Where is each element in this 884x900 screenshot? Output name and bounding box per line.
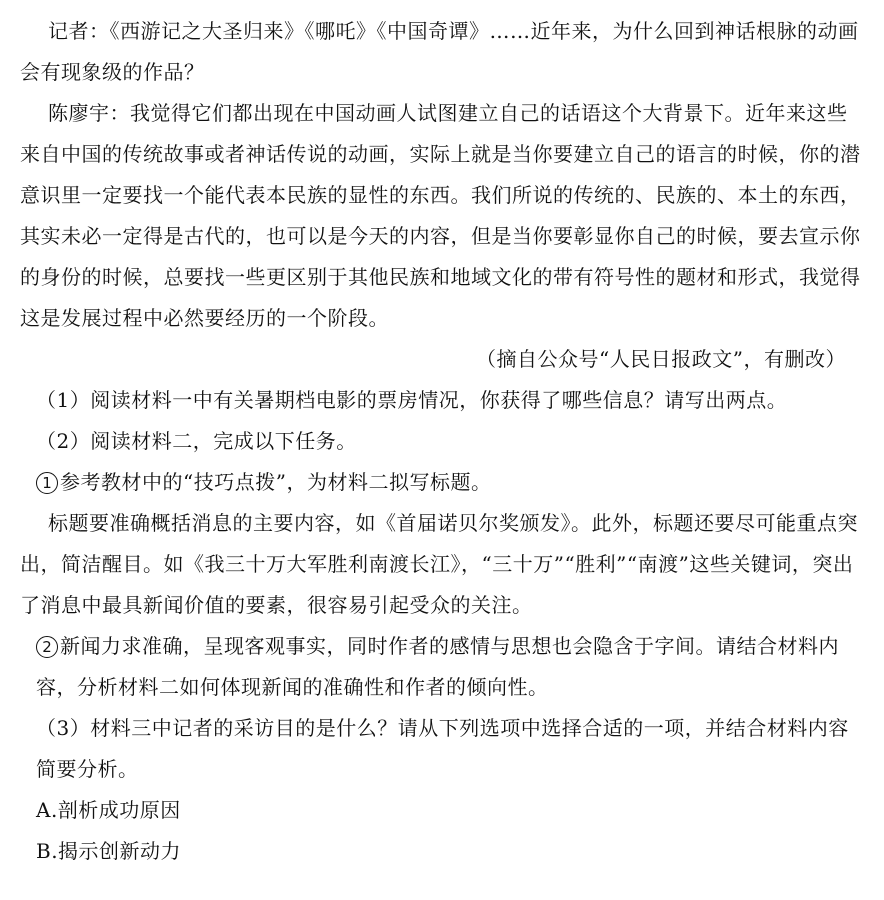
question-3: （3）材料三中记者的采访目的是什么？请从下列选项中选择合适的一项，并结合材料内容简要分析。: [36, 716, 849, 781]
question-2: （2）阅读材料二，完成以下任务。: [36, 429, 357, 453]
title-writing-tip: 标题要准确概括消息的主要内容，如《首届诺贝尔奖颁发》。此外，标题还要尽可能重点突出，简洁醒目。如《我三十万大军胜利南渡长江》，“三十万”“胜利”“南渡”这些关键词，突出了消息中最具新闻价值的要素，很容易引起受众的关注。: [20, 511, 858, 617]
question-2-task-2: [0, 626, 884, 708]
interview-answer: 陈廖宇：我觉得它们都出现在中国动画人试图建立自己的话语这个大背景下。近年来这些来自中国的传统故事或者神话传说的动画，实际上就是当你要建立自己的语言的时候，你的潜意识里一定要找一个能代表本民族的显性的东西。我们所说的传统的、民族的、本土的东西，其实未必一定得是古代的，也可以是今天的内容，但是当你要彰显你自己的时候，要去宣示你的身份的时候，总要找一些更区别于其他民族和地域文化的带有符号性的题材和形式，我觉得这是发展过程中必然要经历的一个阶段。: [20, 101, 861, 330]
source-citation: （摘自公众号“人民日报政文”，有删改）: [476, 347, 846, 371]
question-1: （1）阅读材料一中有关暑期档电影的票房情况，你获得了哪些信息？请写出两点。: [36, 388, 788, 412]
interview-question: 记者：《西游记之大圣归来》《哪吒》《中国奇谭》……近年来，为什么回到神话根脉的动画会有现象级的作品？: [20, 19, 859, 84]
question-2-task-1-text: 参考教材中的“技巧点拨”，为材料二拟写标题。: [60, 470, 492, 494]
question-2-task-2-text: 新闻力求准确，呈现客观事实，同时作者的感情与思想也会隐含于字间。请结合材料内容，分析材料二如何体现新闻的准确性和作者的倾向性。: [36, 634, 839, 699]
circled-number-1: 1: [36, 472, 58, 494]
option-a: A.剖析成功原因: [36, 798, 181, 822]
circled-number-2: 2: [36, 636, 58, 658]
option-b: B.揭示创新动力: [36, 839, 182, 863]
question-2-task-1: [0, 462, 884, 503]
